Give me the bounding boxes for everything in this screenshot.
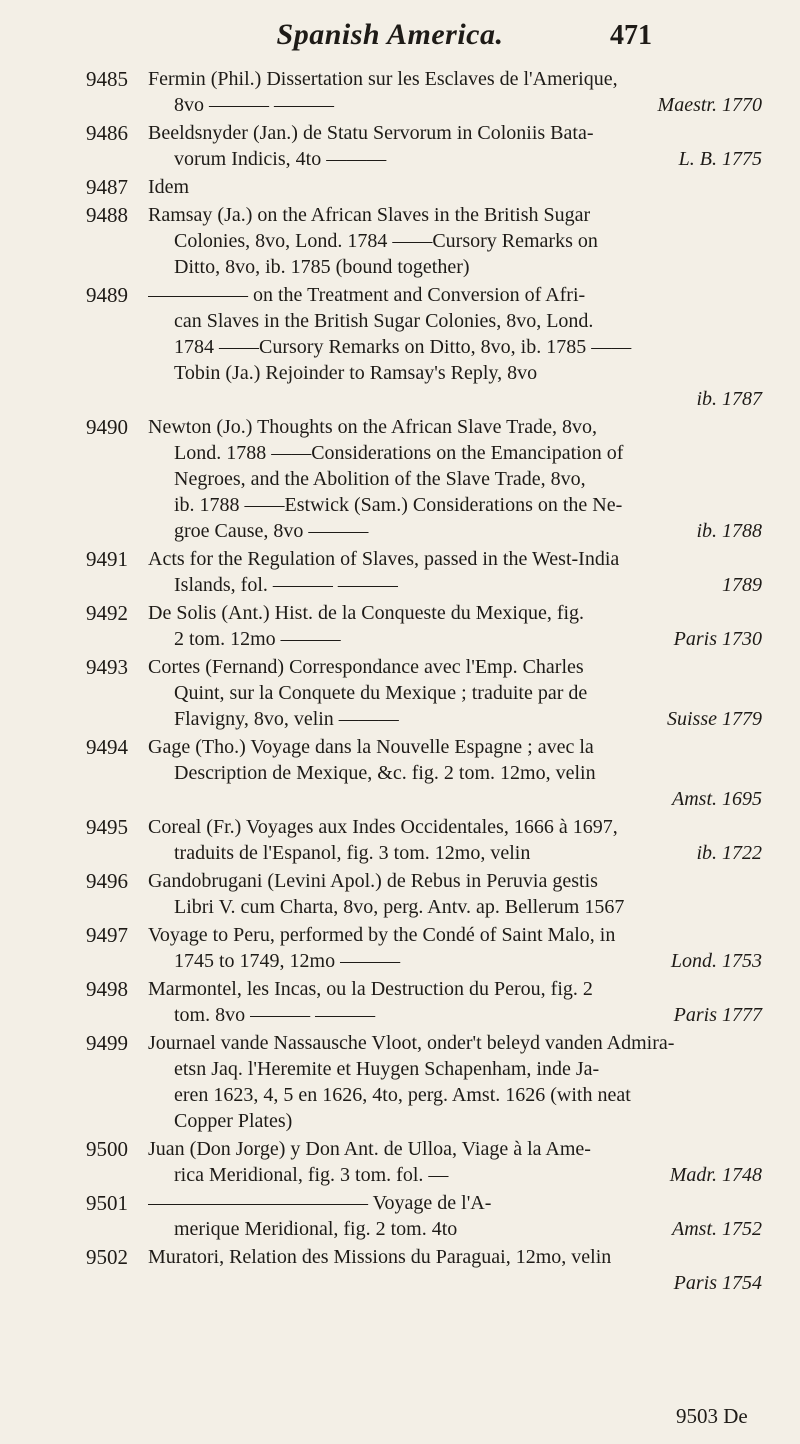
- entry-number: 9485: [86, 67, 128, 91]
- catalogue-entry: [0, 282, 800, 412]
- entry-line: [174, 760, 768, 786]
- entry-line: [148, 202, 768, 228]
- entry-line: [148, 1190, 768, 1216]
- entry-line: [148, 1136, 768, 1162]
- entry-number: 9491: [86, 547, 128, 571]
- entry-number: 9499: [86, 1031, 128, 1055]
- entry-text: Libri V. cum Charta, 8vo, perg. Antv. ap. Bellerum 1567: [174, 896, 625, 918]
- running-title: Spanish America.: [276, 18, 504, 51]
- catalogue-entry: [0, 600, 800, 652]
- entry-imprint: ib. 1787: [696, 388, 762, 410]
- entry-text: De Solis (Ant.) Hist. de la Conqueste du Mexique, fig.: [148, 602, 585, 624]
- entry-line: [148, 1030, 768, 1056]
- entry-line: [148, 814, 768, 840]
- entry-number: 9494: [86, 735, 128, 759]
- entry-line: [174, 1270, 768, 1296]
- entry-line: [148, 868, 768, 894]
- entry-number: 9501: [86, 1191, 128, 1215]
- entry-line: [174, 1216, 768, 1242]
- entry-number: 9493: [86, 655, 128, 679]
- entry-line: [174, 1108, 768, 1134]
- entry-text: 8vo ——— ———: [174, 94, 334, 116]
- entry-number: 9497: [86, 923, 128, 947]
- entry-text: Fermin (Phil.) Dissertation sur les Esclaves de l'Amerique,: [148, 68, 618, 90]
- catalogue-entry: [0, 922, 800, 974]
- entry-imprint: 1789: [722, 574, 762, 596]
- entry-line: [148, 976, 768, 1002]
- entry-line: [148, 120, 768, 146]
- catalogue-entry: [0, 654, 800, 732]
- entry-line: [174, 308, 768, 334]
- entry-text: Marmontel, les Incas, ou la Destruction du Perou, fig. 2: [148, 978, 593, 1000]
- catalogue-entry: [0, 1136, 800, 1188]
- entry-text: Ditto, 8vo, ib. 1785 (bound together): [174, 256, 470, 278]
- entry-text: Colonies, 8vo, Lond. 1784 ——Cursory Remarks on: [174, 230, 598, 252]
- entry-text: ——————————— Voyage de l'A-: [148, 1192, 492, 1214]
- catalogue-entry: [0, 546, 800, 598]
- catalogue-entry: [0, 1030, 800, 1134]
- catalogue-entry: [0, 1190, 800, 1242]
- entry-text: Lond. 1788 ——Considerations on the Emancipation of: [174, 442, 624, 464]
- entry-imprint: Paris 1730: [673, 628, 762, 650]
- entry-imprint: Paris 1754: [673, 1272, 762, 1294]
- entry-line: [174, 228, 768, 254]
- entry-imprint: Madr. 1748: [669, 1164, 762, 1186]
- entry-line: [174, 492, 768, 518]
- entry-line: [174, 334, 768, 360]
- entry-text: merique Meridional, fig. 2 tom. 4to: [174, 1218, 458, 1240]
- entry-line: [148, 546, 768, 572]
- entry-line: [174, 1002, 768, 1028]
- entry-text: can Slaves in the British Sugar Colonies, 8vo, Lond.: [174, 310, 594, 332]
- entry-number: 9489: [86, 283, 128, 307]
- catalogue-entry: [0, 976, 800, 1028]
- entry-line: [174, 572, 768, 598]
- catalogue-entry: [0, 868, 800, 920]
- catalogue-entry: [0, 120, 800, 172]
- entry-text: Newton (Jo.) Thoughts on the African Slave Trade, 8vo,: [148, 416, 598, 438]
- entry-text: rica Meridional, fig. 3 tom. fol. —: [174, 1164, 449, 1186]
- entry-line: [148, 922, 768, 948]
- entry-line: [174, 92, 768, 118]
- entry-text: Idem: [148, 176, 190, 198]
- entry-line: [174, 386, 768, 412]
- entry-line: [174, 1162, 768, 1188]
- entry-number: 9486: [86, 121, 128, 145]
- entry-text: etsn Jaq. l'Heremite et Huygen Schapenham, inde Ja-: [174, 1058, 600, 1080]
- entry-imprint: Maestr. 1770: [657, 94, 762, 116]
- entry-number: 9502: [86, 1245, 128, 1269]
- entry-line: [174, 466, 768, 492]
- entry-number: 9492: [86, 601, 128, 625]
- catalogue-entry: [0, 66, 800, 118]
- entry-line: [174, 786, 768, 812]
- entry-text: vorum Indicis, 4to ———: [174, 148, 387, 170]
- entry-text: Journael vande Nassausche Vloot, onder't beleyd vanden Admira-: [148, 1032, 675, 1054]
- entry-text: Juan (Don Jorge) y Don Ant. de Ulloa, Viage à la Ame-: [148, 1138, 591, 1160]
- page-header: [0, 14, 800, 54]
- entry-text: Gandobrugani (Levini Apol.) de Rebus in Peruvia gestis: [148, 870, 598, 892]
- entry-line: [148, 654, 768, 680]
- entry-text: Acts for the Regulation of Slaves, passed in the West-India: [148, 548, 620, 570]
- entry-imprint: L. B. 1775: [678, 148, 762, 170]
- entry-line: [174, 254, 768, 280]
- entry-imprint: ib. 1722: [696, 842, 762, 864]
- entry-text: Muratori, Relation des Missions du Paraguai, 12mo, velin: [148, 1246, 612, 1268]
- entry-line: [148, 1244, 768, 1270]
- entry-text: Quint, sur la Conquete du Mexique ; traduite par de: [174, 682, 588, 704]
- entry-line: [174, 948, 768, 974]
- entry-text: Voyage to Peru, performed by the Condé of Saint Malo, in: [148, 924, 616, 946]
- page-number: 471: [610, 20, 652, 51]
- entry-text: Description de Mexique, &c. fig. 2 tom. 12mo, velin: [174, 762, 596, 784]
- entry-text: Beeldsnyder (Jan.) de Statu Servorum in Coloniis Bata-: [148, 122, 594, 144]
- entry-text: 1784 ——Cursory Remarks on Ditto, 8vo, ib. 1785 ——: [174, 336, 632, 358]
- entry-text: Copper Plates): [174, 1110, 293, 1132]
- catalogue-entry: [0, 814, 800, 866]
- entry-line: [148, 414, 768, 440]
- entry-line: [148, 734, 768, 760]
- entry-text: Tobin (Ja.) Rejoinder to Ramsay's Reply, 8vo: [174, 362, 538, 384]
- entry-text: Negroes, and the Abolition of the Slave Trade, 8vo,: [174, 468, 586, 490]
- entry-text: tom. 8vo ——— ———: [174, 1004, 376, 1026]
- entry-imprint: Paris 1777: [673, 1004, 762, 1026]
- entry-line: [174, 706, 768, 732]
- entry-line: [174, 626, 768, 652]
- entry-line: [174, 1056, 768, 1082]
- entry-number: 9490: [86, 415, 128, 439]
- catalogue-entry: [0, 202, 800, 280]
- catchword: 9503 De: [676, 1404, 748, 1428]
- entry-number: 9500: [86, 1137, 128, 1161]
- entry-line: [174, 680, 768, 706]
- entry-text: Islands, fol. ——— ———: [174, 574, 398, 596]
- entry-text: ib. 1788 ——Estwick (Sam.) Considerations on the Ne-: [174, 494, 623, 516]
- entry-line: [174, 440, 768, 466]
- entry-text: 2 tom. 12mo ———: [174, 628, 341, 650]
- entry-number: 9495: [86, 815, 128, 839]
- entry-text: Gage (Tho.) Voyage dans la Nouvelle Espagne ; avec la: [148, 736, 594, 758]
- entry-text: ————— on the Treatment and Conversion of Afri-: [148, 284, 586, 306]
- entry-number: 9487: [86, 175, 128, 199]
- entry-line: [148, 174, 768, 200]
- catalogue-entries: [0, 66, 800, 1298]
- entry-number: 9498: [86, 977, 128, 1001]
- entry-imprint: Suisse 1779: [667, 708, 762, 730]
- entry-imprint: Amst. 1752: [672, 1218, 762, 1240]
- entry-text: eren 1623, 4, 5 en 1626, 4to, perg. Amst. 1626 (with neat: [174, 1084, 631, 1106]
- entry-line: [148, 282, 768, 308]
- entry-line: [174, 360, 768, 386]
- entry-text: 1745 to 1749, 12mo ———: [174, 950, 401, 972]
- entry-text: traduits de l'Espanol, fig. 3 tom. 12mo, velin: [174, 842, 531, 864]
- entry-text: Ramsay (Ja.) on the African Slaves in the British Sugar: [148, 204, 591, 226]
- entry-text: Cortes (Fernand) Correspondance avec l'Emp. Charles: [148, 656, 584, 678]
- catalogue-entry: [0, 1244, 800, 1296]
- catalogue-entry: [0, 414, 800, 544]
- entry-text: groe Cause, 8vo ———: [174, 520, 369, 542]
- entry-line: [148, 66, 768, 92]
- catalogue-entry: [0, 174, 800, 200]
- entry-line: [174, 894, 768, 920]
- entry-line: [174, 518, 768, 544]
- entry-number: 9496: [86, 869, 128, 893]
- entry-line: [174, 840, 768, 866]
- entry-imprint: Lond. 1753: [670, 950, 762, 972]
- entry-line: [174, 1082, 768, 1108]
- catalogue-entry: [0, 734, 800, 812]
- entry-line: [148, 600, 768, 626]
- entry-line: [174, 146, 768, 172]
- entry-text: Coreal (Fr.) Voyages aux Indes Occidentales, 1666 à 1697,: [148, 816, 618, 838]
- entry-text: Flavigny, 8vo, velin ———: [174, 708, 399, 730]
- entry-number: 9488: [86, 203, 128, 227]
- entry-imprint: ib. 1788: [696, 520, 762, 542]
- entry-imprint: Amst. 1695: [672, 788, 762, 810]
